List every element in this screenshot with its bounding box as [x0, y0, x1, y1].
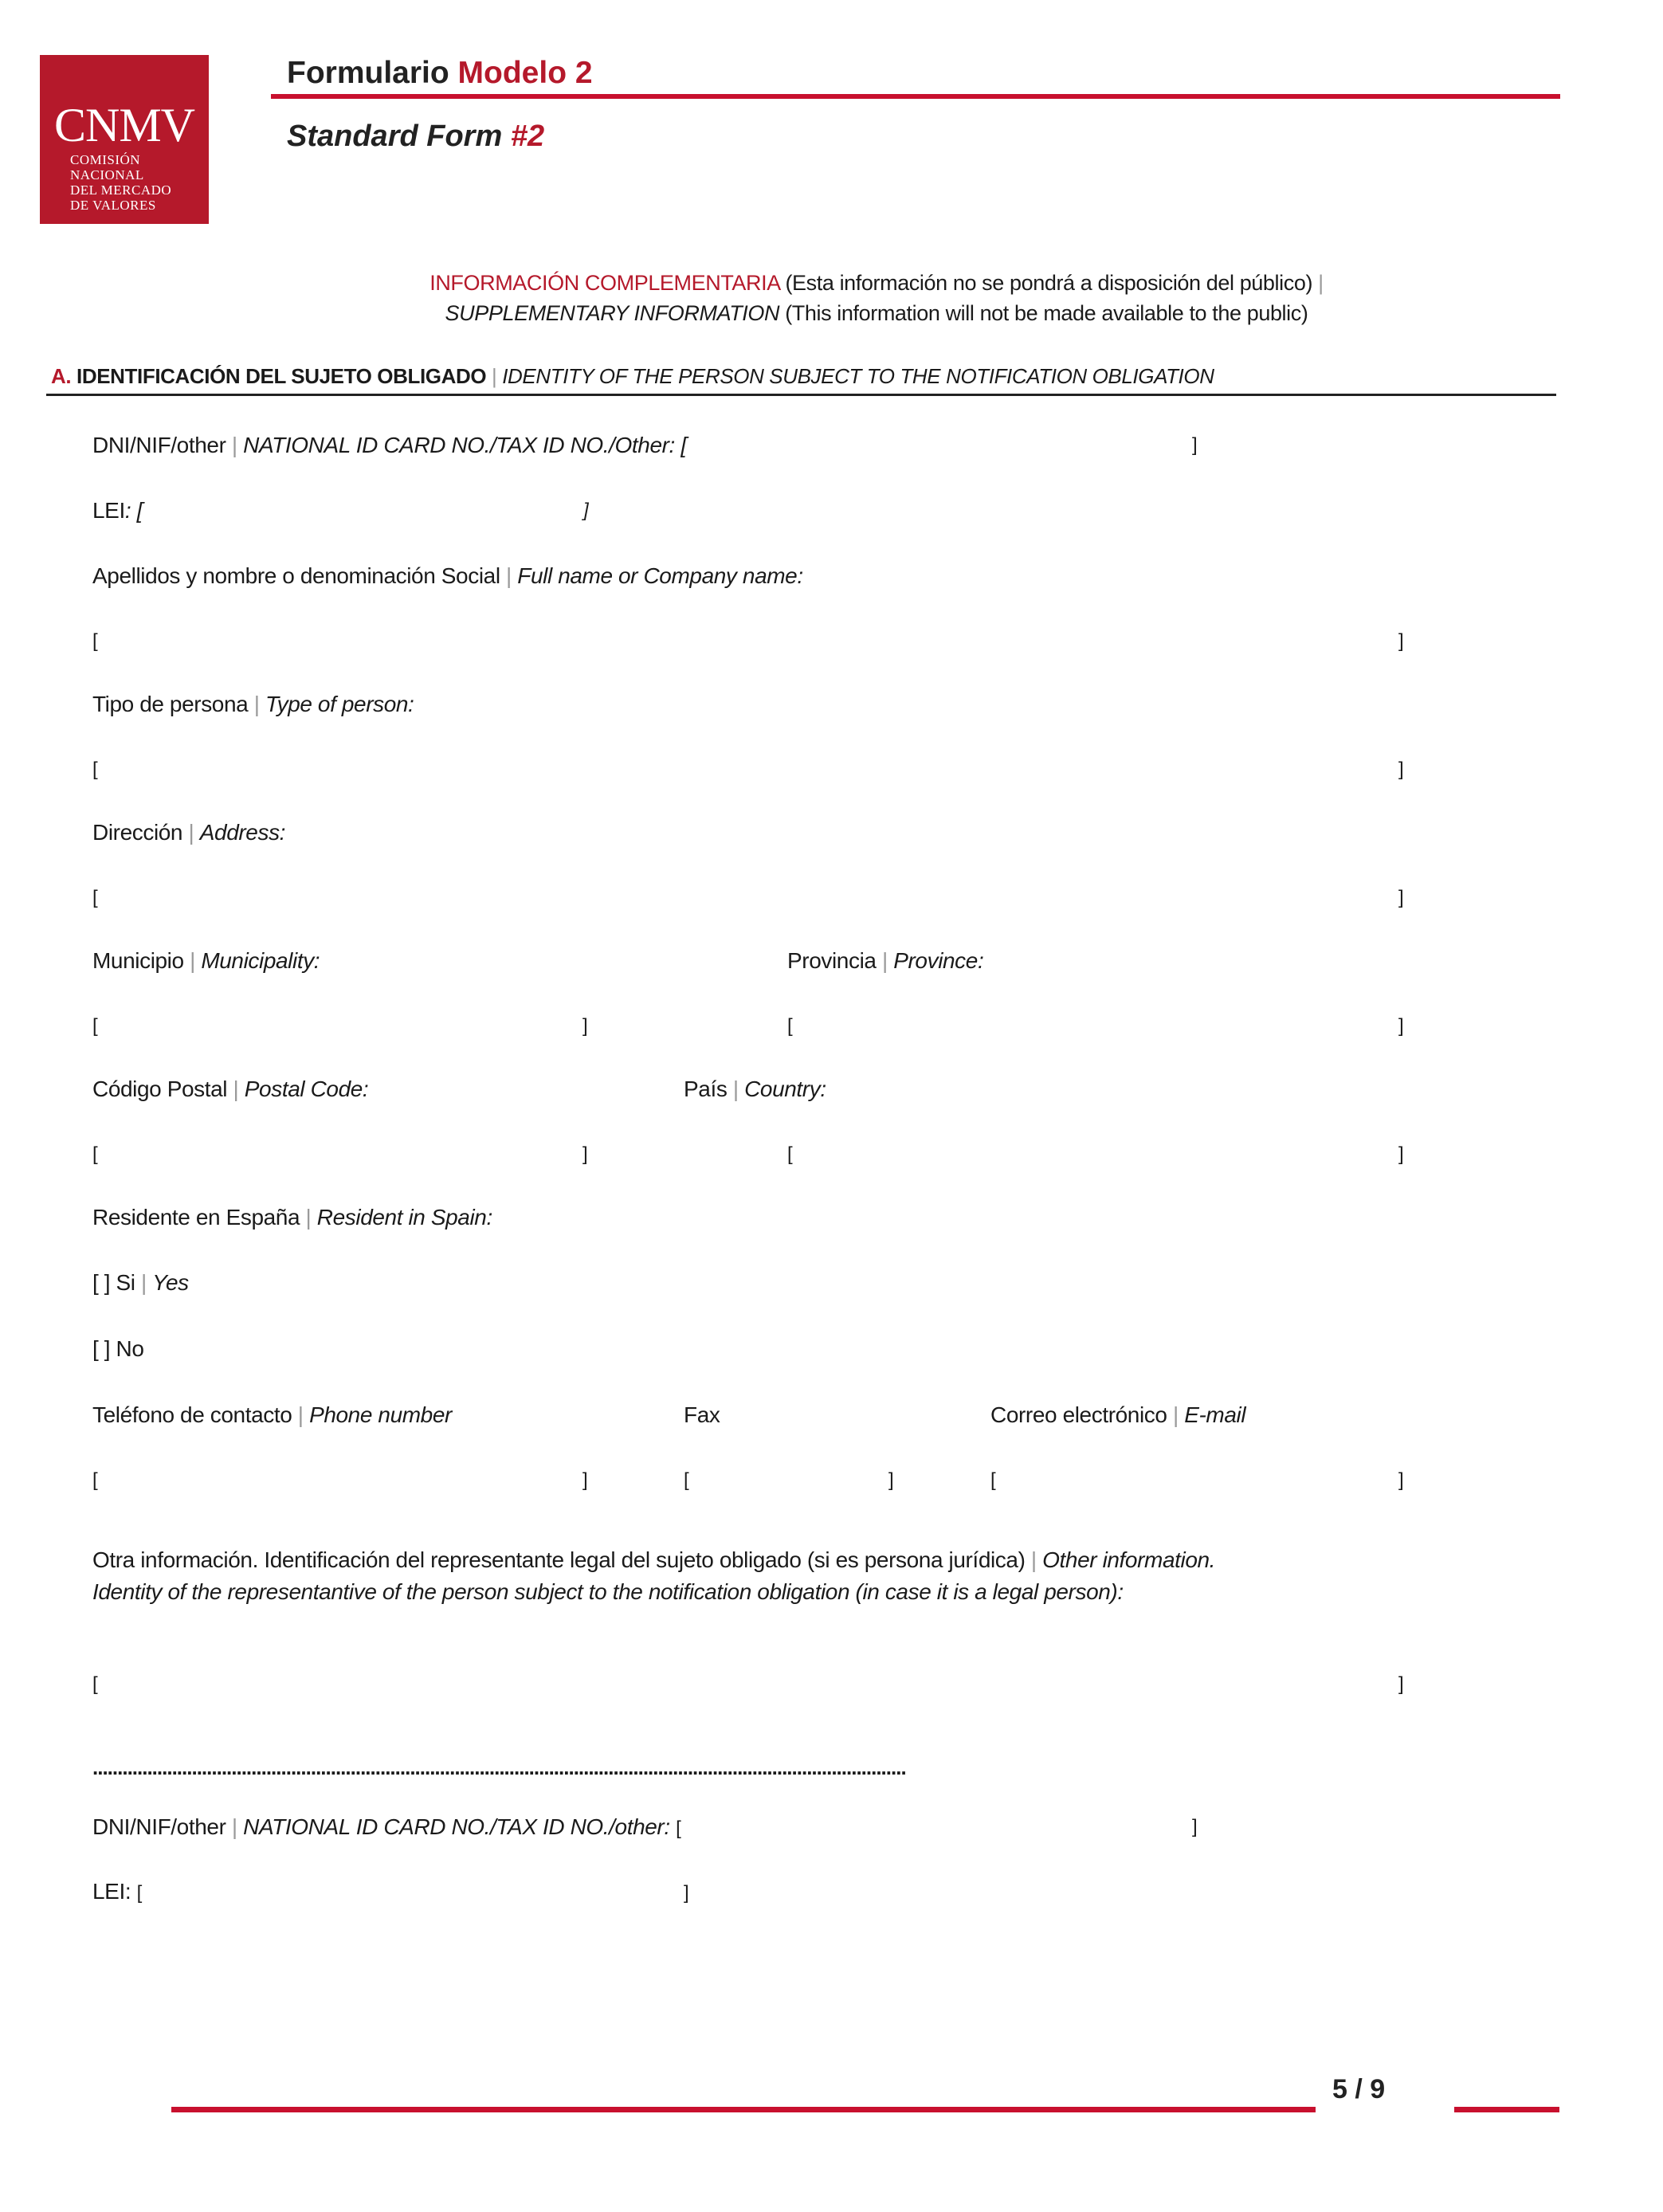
country-input-close: ]: [1398, 1143, 1404, 1165]
province-input-open[interactable]: [: [787, 1015, 793, 1037]
fax-label: Fax: [684, 1402, 720, 1427]
bracket-close: ]: [684, 1882, 689, 1904]
name-input-close: ]: [1398, 630, 1404, 652]
section-rule: [46, 394, 1556, 396]
address-input-close: ]: [1398, 887, 1404, 908]
lei-field[interactable]: LEI: [: [92, 498, 143, 523]
email-input-close: ]: [1398, 1469, 1404, 1491]
fax-input-open[interactable]: [: [684, 1469, 689, 1491]
other-info-label: Otra información. Identificación del representante legal del sujeto obligado (si es persona jurídica) | Other information. Identity of the representantive of the person subject to the notification obligation (in case it is a legal person):: [92, 1547, 1216, 1604]
resident-no-checkbox[interactable]: [ ] No: [92, 1336, 144, 1361]
province-input-close: ]: [1398, 1015, 1404, 1037]
name-label: Apellidos y nombre o denominación Social | Full name or Company name:: [92, 563, 803, 588]
municipality-input-close: ]: [582, 1015, 588, 1037]
municipality-label: Municipio | Municipality:: [92, 948, 320, 973]
representative-dni-field[interactable]: DNI/NIF/other | NATIONAL ID CARD NO./TAX ID NO./other: [: [92, 1814, 681, 1839]
bracket-close: ]: [1192, 1816, 1198, 1837]
page-number: 5 / 9: [1332, 2074, 1386, 2104]
logo-subtext: COMISIÓN NACIONAL DEL MERCADO DE VALORES: [70, 152, 172, 213]
representative-lei-field[interactable]: LEI: [: [92, 1879, 142, 1904]
header-rule: [271, 94, 1560, 99]
cnmv-logo: [40, 55, 209, 224]
bracket-close: ]: [583, 500, 589, 521]
bracket-close: ]: [1192, 434, 1198, 456]
resident-yes-checkbox[interactable]: [ ] Si | Yes: [92, 1270, 189, 1295]
postal-code-label: Código Postal | Postal Code:: [92, 1077, 369, 1101]
phone-input-open[interactable]: [: [92, 1469, 98, 1491]
name-input-open[interactable]: [: [92, 630, 98, 652]
form-subtitle: Standard Form #2: [287, 120, 545, 153]
phone-input-close: ]: [582, 1469, 588, 1491]
address-input-open[interactable]: [: [92, 887, 98, 908]
person-type-label: Tipo de persona | Type of person:: [92, 692, 414, 716]
other-info-input-close: ]: [1398, 1673, 1404, 1695]
footer-rule-left: [171, 2107, 1316, 2112]
dni-field[interactable]: DNI/NIF/other | NATIONAL ID CARD NO./TAX ID NO./Other: [: [92, 433, 687, 457]
dotted-separator: ....................................................................................................................................................................: [92, 1755, 906, 1779]
resident-label: Residente en España | Resident in Spain:: [92, 1205, 492, 1230]
phone-label: Teléfono de contacto | Phone number: [92, 1402, 452, 1427]
supplementary-info-note: INFORMACIÓN COMPLEMENTARIA (Esta información no se pondrá a disposición del público) | SUPPLEMENTARY INFORMATION (This information will not be made available to the public): [429, 271, 1324, 325]
country-label: País | Country:: [684, 1077, 826, 1101]
other-info-input-open[interactable]: [: [92, 1673, 98, 1695]
postal-code-input-open[interactable]: [: [92, 1143, 98, 1165]
email-input-open[interactable]: [: [990, 1469, 996, 1491]
section-a-heading: A. IDENTIFICACIÓN DEL SUJETO OBLIGADO | IDENTITY OF THE PERSON SUBJECT TO THE NOTIFICATION OBLIGATION: [51, 364, 1214, 388]
person-type-input-open[interactable]: [: [92, 759, 98, 780]
person-type-input-close: ]: [1398, 759, 1404, 780]
country-input-open[interactable]: [: [787, 1143, 793, 1165]
municipality-input-open[interactable]: [: [92, 1015, 98, 1037]
footer-rule-right: [1454, 2107, 1559, 2112]
fax-input-close: ]: [888, 1469, 894, 1491]
form-title: Formulario Modelo 2: [287, 56, 593, 90]
address-label: Dirección | Address:: [92, 820, 286, 845]
postal-code-input-close: ]: [582, 1143, 588, 1165]
province-label: Provincia | Province:: [787, 948, 984, 973]
logo-text: CNMV: [53, 99, 195, 151]
email-label: Correo electrónico | E-mail: [990, 1402, 1246, 1427]
